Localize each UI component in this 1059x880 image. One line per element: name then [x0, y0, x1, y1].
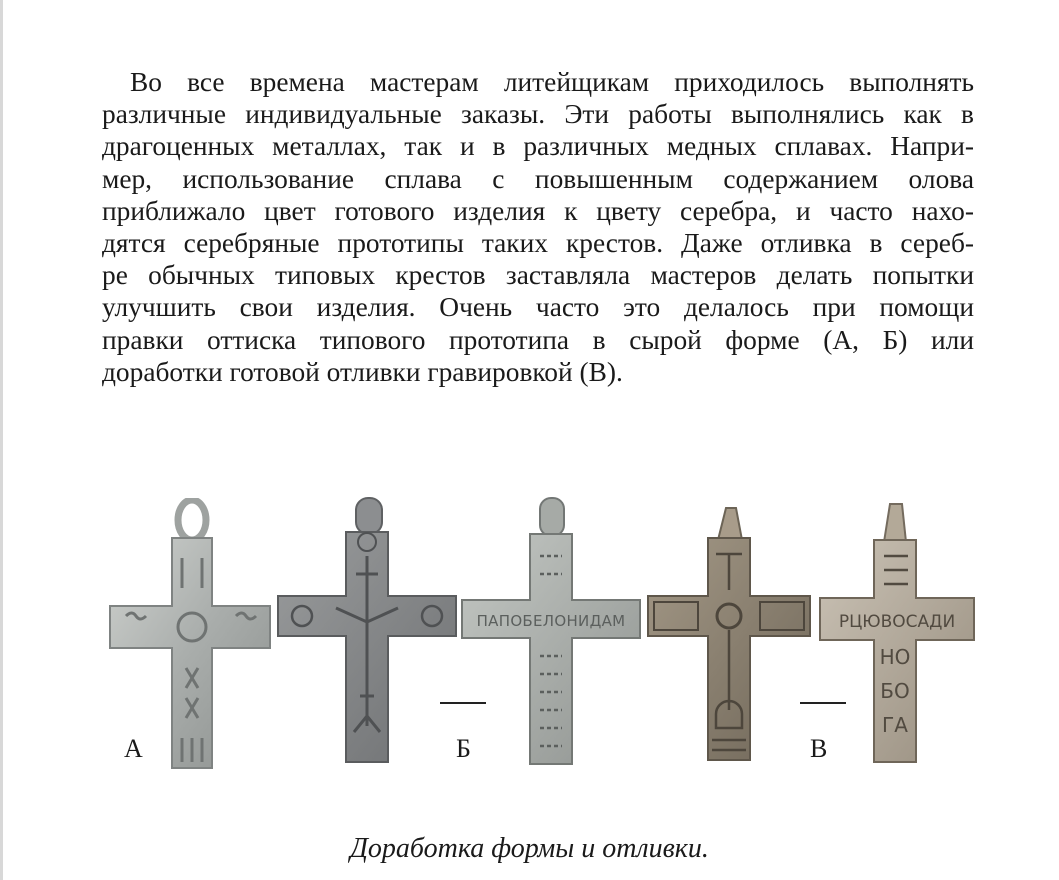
figure-label-a: А	[124, 734, 143, 763]
cross-b1-image	[276, 496, 458, 766]
cross-c2-image	[818, 498, 976, 766]
cross-photo-b1	[276, 496, 458, 766]
paragraph-line: ре обычных типовых крестов заставляла мастеров делать попытки	[102, 260, 974, 291]
figure-label-b: Б	[456, 734, 471, 763]
crosses-figure	[104, 492, 976, 776]
body-paragraph	[102, 66, 974, 388]
cross-photo-a	[106, 498, 272, 772]
cross-a-image	[106, 498, 272, 772]
separator-dash	[800, 702, 846, 704]
separator-dash	[440, 702, 486, 704]
page-edge	[0, 0, 3, 880]
paragraph-line: правки оттиска типового прототипа в сырой форме (А, Б) или	[102, 324, 974, 355]
figure-label-c: В	[810, 734, 828, 763]
figure-caption: Доработка формы и отливки.	[350, 833, 709, 864]
cross-photo-c1	[646, 504, 812, 764]
paragraph-line: Во все времена мастерам литейщикам приходилось выполнять	[130, 67, 974, 97]
paragraph-line: драгоценных металлах, так и в различных медных сплавах. Напри-	[102, 131, 974, 162]
paragraph-line: приближало цвет готового изделия к цвету серебра, и часто нахо-	[102, 195, 974, 226]
paragraph-line: различные индивидуальные заказы. Эти работы выполнялись как в	[102, 99, 974, 130]
paragraph-line: улучшить свои изделия. Очень часто это делалось при помощи	[102, 292, 974, 323]
cross-c2-inscription: РЦЮВОСАДИ	[838, 612, 956, 632]
paragraph-line: мер, использование сплава с повышенным содержанием олова	[102, 163, 974, 194]
cross-photo-b2	[460, 496, 642, 768]
cross-c2-line3: ГА	[882, 713, 908, 737]
cross-b2-inscription: ПАПОБЕЛОНИДАМ	[476, 612, 626, 630]
paragraph-line: дятся серебряные прототипы таких крестов. Даже отливка в сереб-	[102, 228, 974, 259]
cross-photo-c2	[818, 498, 976, 766]
cross-b2-image	[460, 496, 642, 768]
cross-c2-line2: БО	[880, 679, 910, 703]
cross-c1-image	[646, 504, 812, 764]
cross-c2-line1: НО	[879, 645, 911, 669]
paragraph-line: доработки готовой отливки гравировкой (В).	[102, 356, 623, 387]
